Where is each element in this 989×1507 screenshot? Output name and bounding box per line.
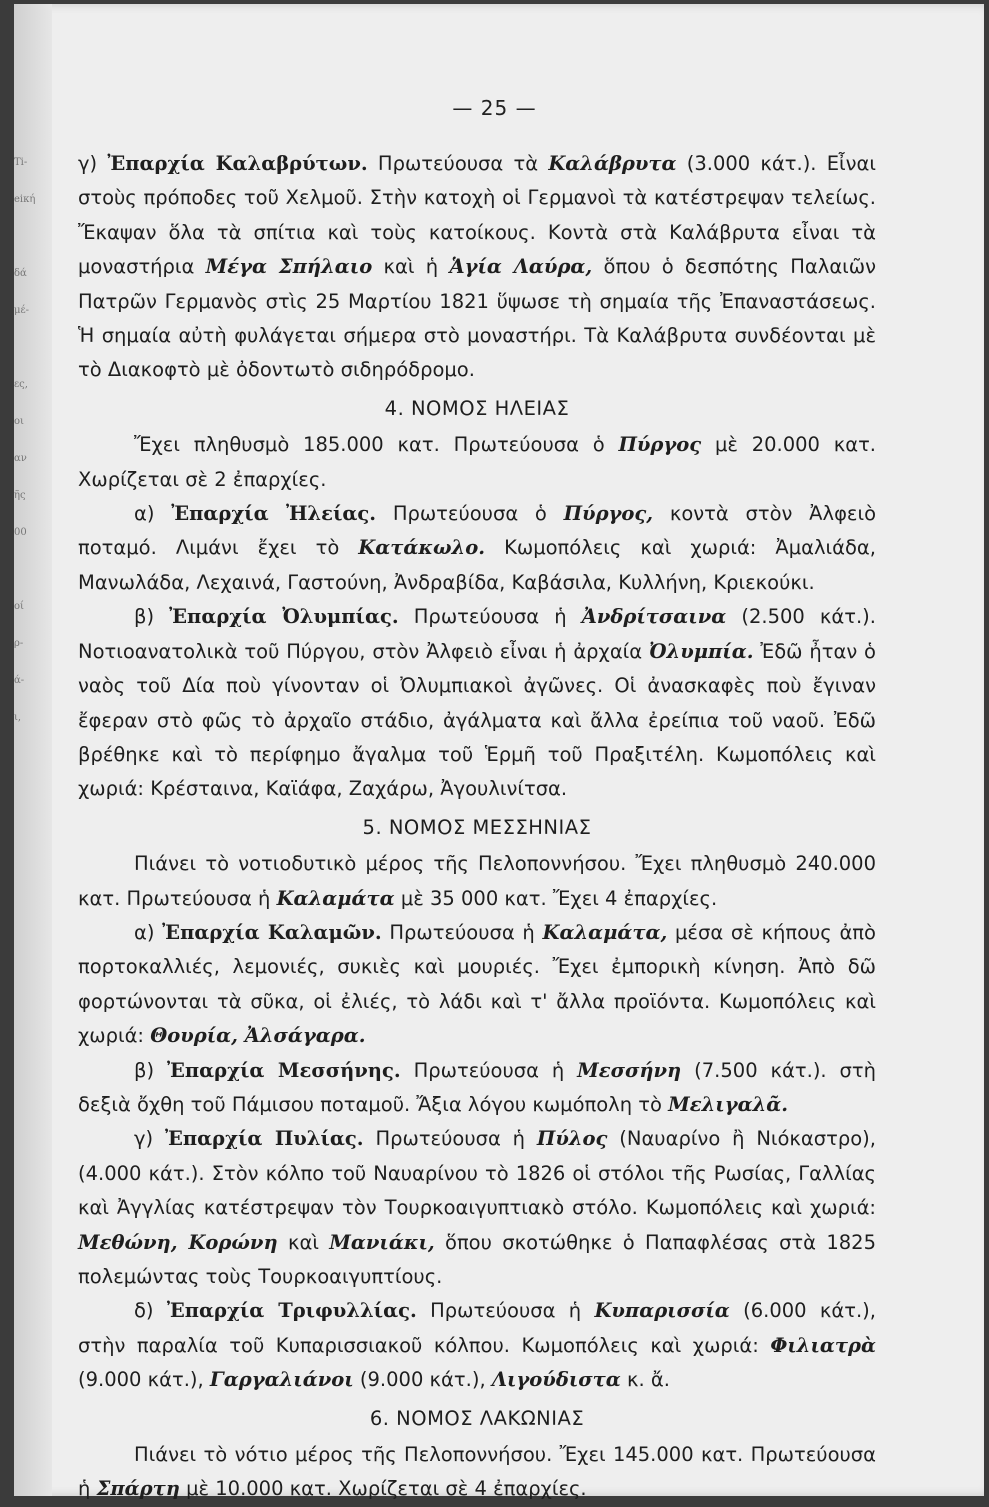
text-run: α) (134, 920, 163, 944)
page-body (78, 147, 876, 1507)
edge-mark: δά (14, 268, 27, 279)
paragraph (78, 1438, 876, 1507)
edge-mark: ῆς (14, 490, 26, 501)
text-run: (7.500 κάτ.). στὴ δεξιὰ ὄχθη τοῦ Πάμισου ποταμοῦ. Ἄξια λόγου κωμόπολη τὸ (78, 1058, 877, 1116)
paragraph (78, 847, 876, 916)
place-name: Κατάκωλο. (358, 536, 486, 560)
edge-mark: ες, (14, 379, 28, 390)
facing-page-edge-text (14, 144, 34, 736)
edge-mark: οι (14, 416, 24, 427)
text-run: γ) (134, 1127, 166, 1151)
edge-mark: ά- (14, 675, 25, 686)
edge-mark: ρ- (14, 638, 24, 649)
place-name: Πύργος (618, 433, 702, 457)
text-run: Πρωτεύουσα ἡ (398, 605, 582, 629)
text-run: (9.000 κάτ.), (78, 1368, 210, 1392)
paragraph (78, 1122, 876, 1294)
page-number: — 25 — (452, 96, 537, 120)
text-run: καὶ (277, 1230, 330, 1254)
section-heading: 5. ΝΟΜΟΣ ΜΕΣΣΗΝΙΑΣ (362, 815, 592, 839)
district-label: Ἐπαρχία Τριφυλλίας. (166, 1299, 417, 1323)
text-run: Ἔχει πληθυσμὸ 185.000 κατ. Πρωτεύουσα ὁ (134, 433, 619, 457)
district-label: Ἐπαρχία Καλαμῶν. (162, 920, 382, 944)
text-run: Πρωτεύουσα τὰ (367, 152, 549, 175)
paragraph (78, 600, 876, 806)
district-label: Ἐπαρχία Καλαβρύτων. (107, 152, 368, 175)
district-label: Ἐπαρχία Ὀλυμπίας. (169, 605, 399, 629)
edge-mark: ι, (14, 712, 22, 723)
district-label: Ἐπαρχία Μεσσήνης. (166, 1058, 401, 1082)
text-run: (Ναυαρίνο ἢ Νιόκαστρο), (4.000 κάτ.). Στὸν κόλπο τοῦ Ναυαρίνου τὸ 1826 οἱ στόλοι τῆς Ρωσίας, Γαλλίας καὶ Ἀγγλίας κατέστρεψαν τὸν Τουρκοαιγυπτιακὸ στόλο. Κωμοπόλεις καὶ χωριά: (78, 1127, 876, 1220)
place-name: Καλαμάτα (276, 886, 395, 910)
paragraph (78, 1054, 876, 1123)
place-name: Καλάβρυτα (548, 152, 677, 175)
edge-mark: Ti- (14, 157, 28, 168)
paragraph (78, 916, 876, 1054)
text-run: κοντὰ στὸν Ἀλφειὸ ποταμό. Λιμάνι ἔχει τὸ (78, 502, 876, 560)
place-name: Μανιάκι, (329, 1230, 435, 1254)
text-run: κ. ἄ. (620, 1368, 670, 1392)
edge-mark: αν (14, 453, 27, 464)
text-run: Πρωτεύουσα ἡ (400, 1058, 578, 1082)
text-run: Πιάνει τὸ νοτιοδυτικὸ μέρος τῆς Πελοποννήσου. Ἔχει πληθυσμὸ 240.000 κατ. Πρωτεύουσα ἡ (78, 852, 876, 910)
text-run: μὲ 20.000 κατ. Χωρίζεται σὲ 2 ἐπαρχίες. (78, 433, 877, 491)
text-run: μέσα σὲ κήπους ἀπὸ πορτοκαλλιές, λεμονιές, συκιὲς καὶ μουριές. Ἔχει ἐμπορικὴ κίνηση. Ἀπὸ δῶ φορτώνονται τὰ σῦκα, οἱ ἐλιές, τὸ λάδι καὶ τ' ἄλλα προϊόντα. Κωμοπόλεις καὶ χωριά: (78, 920, 876, 1048)
edge-mark (14, 551, 34, 588)
edge-mark: eiκή (14, 194, 36, 205)
text-run: δ) (134, 1299, 167, 1323)
text-run: Πιάνει τὸ νότιο μέρος τῆς Πελοποννήσου. Ἔχει 145.000 κατ. Πρωτεύουσα ἡ (78, 1443, 876, 1501)
text-run: Πρωτεύουσα ἡ (416, 1299, 595, 1323)
text-run: Πρωτεύουσα ἡ (363, 1127, 537, 1151)
edge-mark (14, 218, 34, 255)
place-name: Μελιγαλᾶ. (668, 1092, 789, 1116)
edge-mark: 00 (14, 527, 27, 538)
place-name: Μεθώνη, Κορώνη (78, 1230, 278, 1254)
district-label: Ἐπαρχία Ἠλείας. (171, 502, 377, 526)
text-run: ὅπου σκοτώθηκε ὁ Παπαφλέσας στὰ 1825 πολεμώντας τοὺς Τουρκοαιγυπτίους. (78, 1230, 876, 1288)
text-run: (9.000 κάτ.), (353, 1368, 492, 1392)
text-run: Ἐδῶ ἦταν ὁ ναὸς τοῦ Δία ποὺ γίνονταν οἱ Ὀλυμπιακοὶ ἀγῶνες. Οἱ ἀνασκαφὲς ποὺ ἔγιναν ἔφεραν στὸ φῶς τὸ ἀρχαῖο στάδιο, ἀγάλματα καὶ ἄλλα ἐρείπια τοῦ ναοῦ. Ἐδῶ βρέθηκε καὶ τὸ περίφημο ἄγαλμα τοῦ Ἑρμῆ τοῦ Πραξιτέλη. Κωμοπόλεις καὶ χωριά: Κρέσταινα, Καϊάφα, Ζαχάρω, Ἀγουλινίτσα. (78, 639, 876, 801)
text-run: (2.500 κάτ.). Νοτιοανατολικὰ τοῦ Πύργου, στὸν Ἀλφειὸ εἶναι ἡ ἀρχαία (78, 605, 876, 663)
section-heading: 6. ΝΟΜΟΣ ΛΑΚΩΝΙΑΣ (369, 1406, 585, 1430)
place-name: Ἁγία Λαύρα, (449, 255, 593, 279)
text-run: (3.000 κάτ.). Εἶναι στοὺς πρόποδες τοῦ Χελμοῦ. Στὴν κατοχὴ οἱ Γερμανοὶ τὰ κατέστρεψαν τελείως. Ἔκαψαν ὅλα τὰ σπίτια καὶ τοὺς κατοίκους. Κοντὰ στὰ Καλάβρυτα εἶναι τὰ μοναστήρια (78, 152, 876, 279)
text-run: α) (134, 502, 172, 526)
place-name: Πύργος, (563, 502, 654, 526)
place-name: Θουρία, Ἀλσάγαρα. (150, 1024, 366, 1048)
text-run: Πρωτεύουσα ἡ (381, 920, 543, 944)
text-run: Πρωτεύουσα ὁ (376, 502, 564, 526)
place-name: Γαργαλιάνοι (209, 1368, 354, 1392)
place-name: Μέγα Σπήλαιο (205, 255, 373, 279)
text-run: ὅπου ὁ δεσπότης Παλαιῶν Πατρῶν Γερμανὸς στὶς 25 Μαρτίου 1821 ὕψωσε τὴ σημαία τῆς Ἐπαναστάσεως. Ἡ σημαία αὐτὴ φυλάγεται σήμερα στὸ μοναστήρι. Τὰ Καλάβρυτα συνδέονται μὲ τὸ Διακοφτὸ μὲ ὀδοντωτὸ σιδηρόδρομο. (78, 255, 876, 382)
text-run: β) (134, 1058, 167, 1082)
paragraph (78, 497, 876, 600)
text-run: (6.000 κάτ.), στὴν παραλία τοῦ Κυπαρισσιακοῦ κόλπου. Κωμοπόλεις καὶ χωριά: (78, 1299, 876, 1357)
place-name: Λιγούδιστα (491, 1368, 621, 1392)
edge-mark (14, 329, 34, 366)
place-name: Μεσσήνη (577, 1058, 682, 1082)
place-name: Φιλιατρὰ (770, 1333, 876, 1357)
text-run: γ) (78, 152, 108, 175)
paragraph (78, 428, 876, 497)
place-name: Καλαμάτα, (542, 920, 668, 944)
text-run: καὶ ἡ (372, 255, 450, 279)
text-run: β) (134, 605, 170, 629)
place-name: Σπάρτη (96, 1477, 180, 1501)
district-label: Ἐπαρχία Πυλίας. (165, 1127, 364, 1151)
text-run: Κωμοπόλεις καὶ χωριά: Ἀμαλιάδα, Μανωλάδα, Λεχαινά, Γαστούνη, Ἀνδραβίδα, Καβάσιλα, Κυλλήνη, Κριεκούκι. (78, 536, 876, 594)
paragraph (78, 147, 876, 388)
place-name: Πύλος (536, 1127, 608, 1151)
place-name: Κυπαρισσία (594, 1299, 730, 1323)
edge-mark: οί (14, 601, 24, 612)
text-run: μὲ 10.000 κατ. Χωρίζεται σὲ 4 ἐπαρχίες. (179, 1477, 587, 1501)
place-name: Ἀνδρίτσαινα (581, 605, 727, 629)
paragraph (78, 1294, 876, 1397)
place-name: Ὀλυμπία. (648, 639, 754, 663)
section-heading: 4. ΝΟΜΟΣ ΗΛΕΙΑΣ (384, 396, 570, 420)
edge-mark: μέ- (14, 305, 30, 316)
text-run: μὲ 35 000 κατ. Ἔχει 4 ἐπαρχίες. (394, 886, 718, 910)
